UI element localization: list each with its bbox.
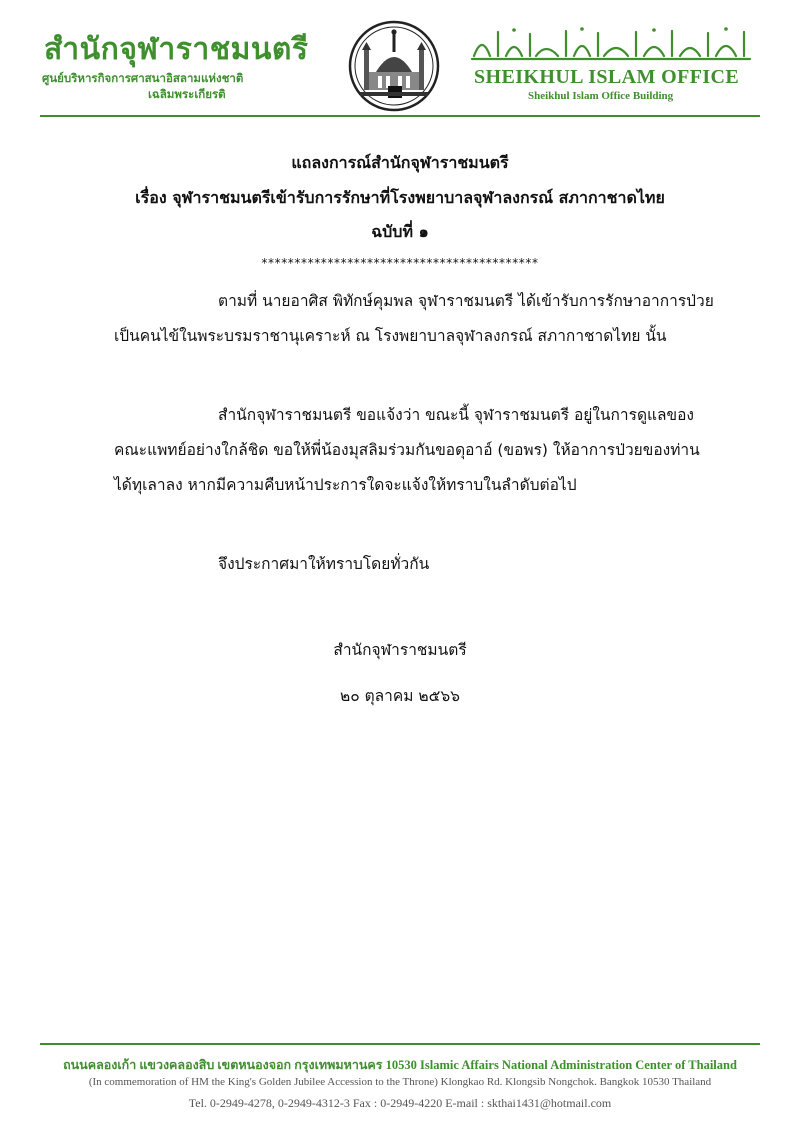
announcement-title: แถลงการณ์สำนักจุฬาราชมนตรี bbox=[291, 153, 509, 172]
header-divider bbox=[40, 115, 760, 117]
announcement-paragraph-1 bbox=[114, 284, 714, 354]
footer-divider bbox=[40, 1043, 760, 1045]
organization-subtitle-thai-2: เฉลิมพระเกียรติ bbox=[148, 87, 226, 101]
footer-address: ถนนคลองเก้า แขวงคลองสิบ เขตหนองจอก กรุงเทพมหานคร 10530 Islamic Affairs National Administration Center of Thailand bbox=[63, 1058, 737, 1072]
organization-name-english: SHEIKHUL ISLAM OFFICE bbox=[474, 66, 740, 88]
announcement-issue-number: ฉบับที่ ๑ bbox=[371, 222, 429, 241]
paragraph-3-text: จึงประกาศมาให้ทราบโดยทั่วกัน bbox=[218, 555, 430, 573]
signature-date: ๒๐ ตุลาคม ๒๕๖๖ bbox=[339, 687, 460, 705]
mosque-seal-logo bbox=[348, 20, 440, 112]
announcement-paragraph-2 bbox=[114, 398, 714, 503]
separator-line: ****************************************** bbox=[261, 256, 539, 270]
paragraph-2-text: สำนักจุฬาราชมนตรี ขอแจ้งว่า ขณะนี้ จุฬาราชมนตรี อยู่ในการดูแลของคณะแพทย์อย่างใกล้ชิด ขอให้พี่น้องมุสลิมร่วมกันขอดุอาอ์ (ขอพร) ให้อาการป่วยของท่านได้ทุเลาลง หากมีความคืบหน้าประการใดจะแจ้งให้ทราบในลำดับต่อไป bbox=[114, 406, 700, 494]
announcement-subject: เรื่อง จุฬาราชมนตรีเข้ารับการรักษาที่โรงพยาบาลจุฬาลงกรณ์ สภากาชาดไทย bbox=[135, 188, 665, 207]
paragraph-1-text: ตามที่ นายอาศิส พิทักษ์คุมพล จุฬาราชมนตรี ได้เข้ารับการรักษาอาการป่วยเป็นคนไข้ในพระบรมราชานุเคราะห์ ณ โรงพยาบาลจุฬาลงกรณ์ สภากาชาดไทย นั้น bbox=[114, 292, 714, 345]
announcement-paragraph-3 bbox=[114, 547, 714, 582]
footer-contact: Tel. 0-2949-4278, 0-2949-4312-3 Fax : 0-2949-4220 E-mail : skthai1431@hotmail.com bbox=[188, 1096, 612, 1110]
organization-name-thai: สำนักจุฬาราชมนตรี bbox=[44, 32, 309, 67]
signature-office: สำนักจุฬาราชมนตรี bbox=[333, 641, 467, 659]
organization-subtitle-thai: ศูนย์บริหารกิจการศาสนาอิสลามแห่งชาติ bbox=[42, 71, 244, 85]
footer-commemoration: (In commemoration of HM the King's Golden Jubilee Accession to the Throne) Klongkao Rd. Klongsib Nongchok. Bangkok 10530 Thailand bbox=[88, 1076, 712, 1088]
arabic-calligraphy-logo bbox=[468, 26, 754, 64]
building-name-english: Sheikhul Islam Office Building bbox=[528, 90, 674, 102]
